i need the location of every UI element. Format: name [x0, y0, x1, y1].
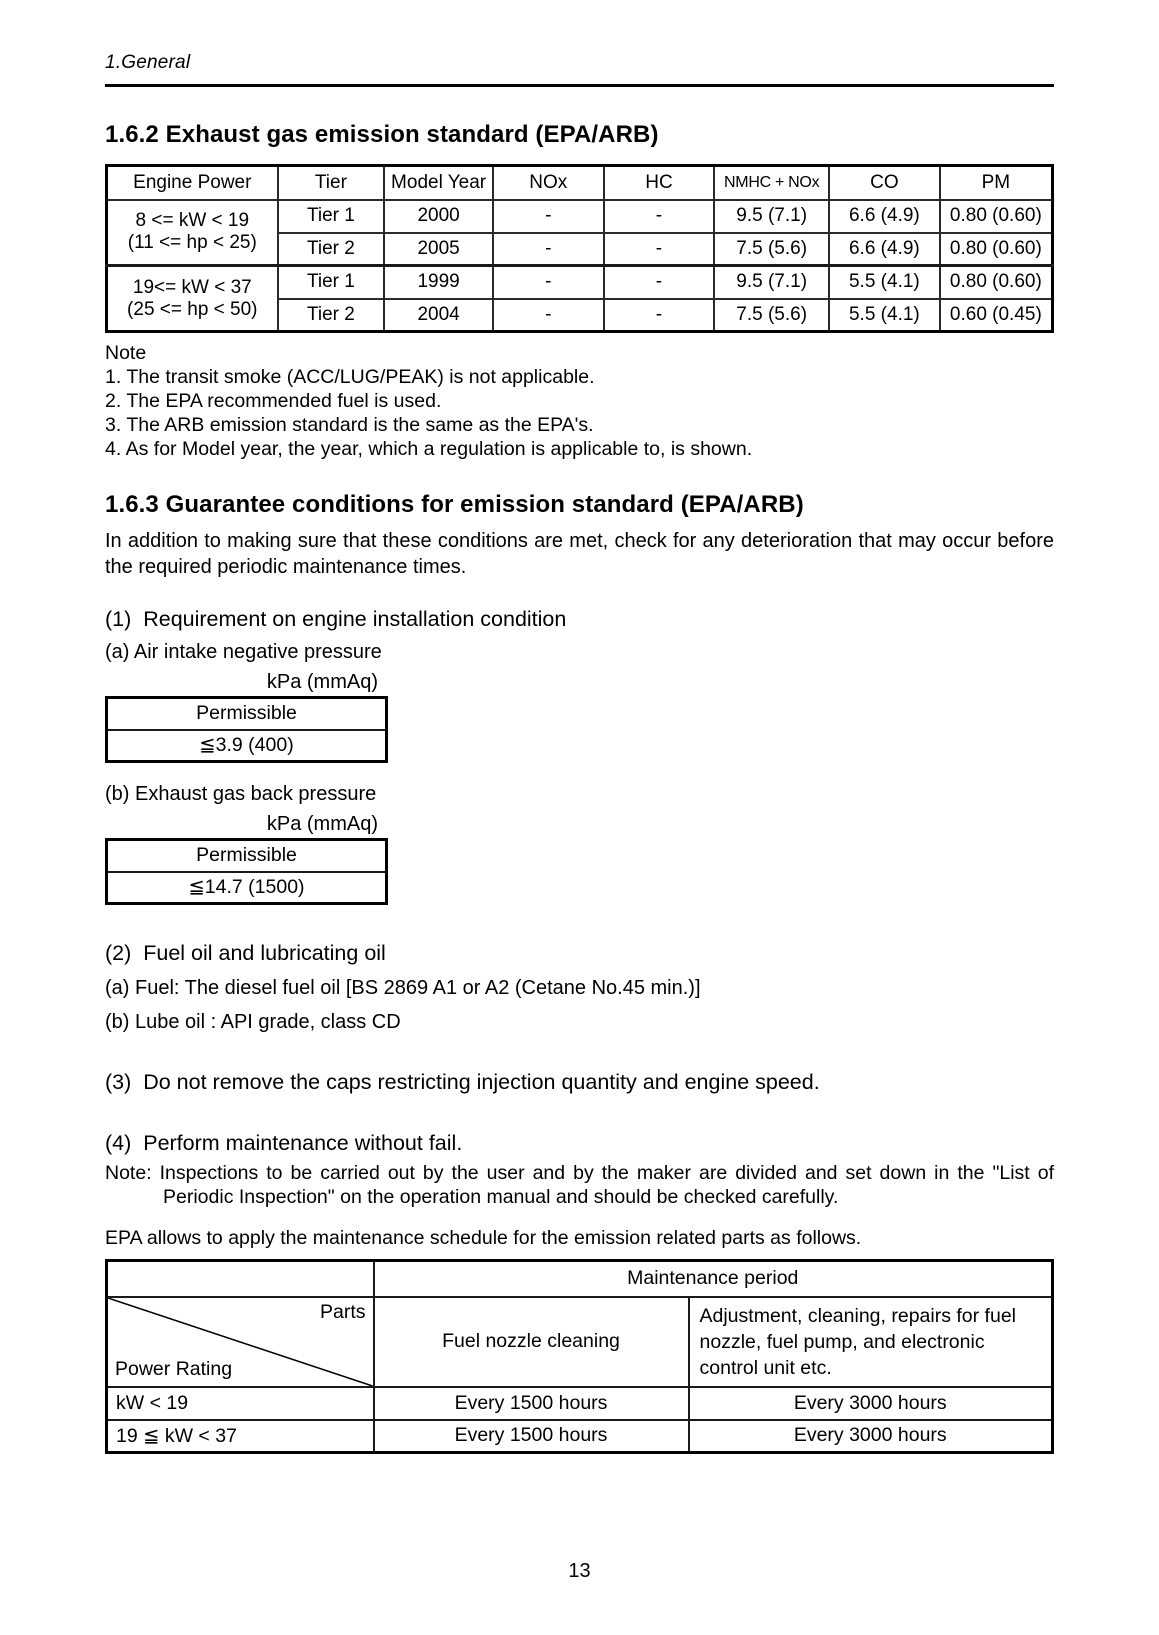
power-rating-label: Power Rating [115, 1357, 233, 1380]
item2a-text: (a) Fuel: The diesel fuel oil [BS 2869 A1 or A2 (Cetane No.45 min.)] [105, 977, 701, 999]
col-header-nox: NOx [493, 166, 604, 200]
note-item: 4. As for Model year, the year, which a regulation is applicable to, is shown. [105, 438, 753, 460]
co-cell: 6.6 (4.9) [829, 233, 940, 266]
hc-cell: - [604, 266, 715, 299]
epa-schedule-line: EPA allows to apply the maintenance schedule for the emission related parts as follows. [105, 1227, 862, 1249]
item4-note: Note: Inspections to be carried out by the user and by the maker are divided and set down in the "List of Periodic Inspection" on the operation manual and should be checked carefully. [105, 1162, 1054, 1208]
permissible-value: ≦3.9 (400) [107, 730, 387, 762]
col-header-pm: PM [940, 166, 1053, 200]
col-header-fuel-nozzle: Fuel nozzle cleaning [374, 1297, 689, 1387]
co-cell: 5.5 (4.1) [829, 299, 940, 332]
section-title-163: 1.6.3 Guarantee conditions for emission standard (EPA/ARB) [105, 491, 804, 518]
tier-cell: Tier 2 [278, 233, 385, 266]
running-header: 1.General [105, 52, 191, 73]
model-year-cell: 2005 [384, 233, 493, 266]
hc-cell: - [604, 299, 715, 332]
engine-power-hp: (11 <= hp < 25) [127, 232, 257, 254]
co-cell: 6.6 (4.9) [829, 200, 940, 233]
item3-heading: (3) Do not remove the caps restricting injection quantity and engine speed. [105, 1070, 820, 1094]
table-header-row [107, 1297, 1053, 1387]
nox-cell: - [493, 233, 604, 266]
engine-power-cell [107, 200, 278, 266]
pm-cell: 0.80 (0.60) [940, 266, 1053, 299]
col-header-hc: HC [604, 166, 715, 200]
table-header-row [107, 840, 387, 872]
tier-cell: Tier 1 [278, 200, 385, 233]
note-title: Note [105, 342, 147, 364]
adjustment-cell: Every 3000 hours [689, 1420, 1053, 1453]
power-rating-cell: kW < 19 [107, 1387, 374, 1420]
permissible-header: Permissible [107, 698, 387, 730]
table-row [107, 1387, 1053, 1420]
note-item: 1. The transit smoke (ACC/LUG/PEAK) is not applicable. [105, 366, 595, 388]
adjustment-cell: Every 3000 hours [689, 1387, 1053, 1420]
item1b-label: (b) Exhaust gas back pressure [105, 783, 377, 805]
item2b-text: (b) Lube oil : API grade, class CD [105, 1011, 401, 1033]
hc-cell: - [604, 200, 715, 233]
table-row [107, 872, 387, 904]
model-year-cell: 2000 [384, 200, 493, 233]
item1a-label: (a) Air intake negative pressure [105, 641, 382, 663]
table-row [107, 200, 1053, 233]
emission-standard-table [105, 164, 1054, 333]
nmhc-nox-cell: 9.5 (7.1) [714, 200, 829, 233]
diagonal-header-cell [107, 1297, 374, 1387]
co-cell: 5.5 (4.1) [829, 266, 940, 299]
pm-cell: 0.80 (0.60) [940, 233, 1053, 266]
item1b-unit: kPa (mmAq) [266, 813, 378, 835]
table-row [107, 1420, 1053, 1453]
nox-cell: - [493, 200, 604, 233]
exhaust-back-pressure-table [105, 838, 388, 905]
page-number: 13 [568, 1560, 591, 1582]
model-year-cell: 1999 [384, 266, 493, 299]
table-header-row [107, 166, 1053, 200]
nmhc-nox-cell: 9.5 (7.1) [714, 266, 829, 299]
note-item: 3. The ARB emission standard is the same as the EPA's. [105, 414, 594, 436]
col-header-nmhc-nox: NMHC + NOx [714, 166, 829, 200]
model-year-cell: 2004 [384, 299, 493, 332]
power-rating-cell: 19 ≦ kW < 37 [107, 1420, 374, 1453]
tier-cell: Tier 2 [278, 299, 385, 332]
maintenance-period-header: Maintenance period [374, 1261, 1053, 1297]
air-intake-pressure-table [105, 696, 388, 763]
engine-power-hp: (25 <= hp < 50) [127, 298, 258, 320]
hc-cell: - [604, 233, 715, 266]
pm-cell: 0.60 (0.45) [940, 299, 1053, 332]
parts-label: Parts [319, 1300, 366, 1323]
engine-power-cell [107, 266, 278, 332]
fuel-nozzle-cell: Every 1500 hours [374, 1420, 689, 1453]
nox-cell: - [493, 299, 604, 332]
col-header-co: CO [829, 166, 940, 200]
table-row [107, 266, 1053, 299]
empty-corner-cell [107, 1261, 374, 1297]
item2-heading: (2) Fuel oil and lubricating oil [105, 941, 386, 965]
note-item: 2. The EPA recommended fuel is used. [105, 390, 442, 412]
col-header-adjustment: Adjustment, cleaning, repairs for fuel nozzle, fuel pump, and electronic control unit etc. [689, 1297, 1053, 1387]
nmhc-nox-cell: 7.5 (5.6) [714, 299, 829, 332]
permissible-header: Permissible [107, 840, 387, 872]
emission-notes [105, 342, 1054, 461]
pm-cell: 0.80 (0.60) [940, 200, 1053, 233]
col-header-engine-power: Engine Power [107, 166, 278, 200]
table-header-row [107, 698, 387, 730]
engine-power-kw: 8 <= kW < 19 [135, 210, 250, 232]
col-header-model-year: Model Year [384, 166, 493, 200]
header-rule [105, 84, 1054, 87]
nmhc-nox-cell: 7.5 (5.6) [714, 233, 829, 266]
fuel-nozzle-cell: Every 1500 hours [374, 1387, 689, 1420]
tier-cell: Tier 1 [278, 266, 385, 299]
item4-heading: (4) Perform maintenance without fail. [105, 1131, 463, 1155]
item1-heading: (1) Requirement on engine installation condition [105, 607, 567, 631]
table-row [107, 730, 387, 762]
col-header-tier: Tier [278, 166, 385, 200]
permissible-value: ≦14.7 (1500) [107, 872, 387, 904]
item1a-unit: kPa (mmAq) [266, 671, 378, 693]
nox-cell: - [493, 266, 604, 299]
table-header-row [107, 1261, 1053, 1297]
section-intro: In addition to making sure that these conditions are met, check for any deterioration that may occur before the required periodic maintenance times. [105, 530, 1054, 578]
section-title-162: 1.6.2 Exhaust gas emission standard (EPA/ARB) [105, 121, 659, 148]
engine-power-kw: 19<= kW < 37 [132, 276, 252, 298]
maintenance-schedule-table [105, 1259, 1054, 1454]
